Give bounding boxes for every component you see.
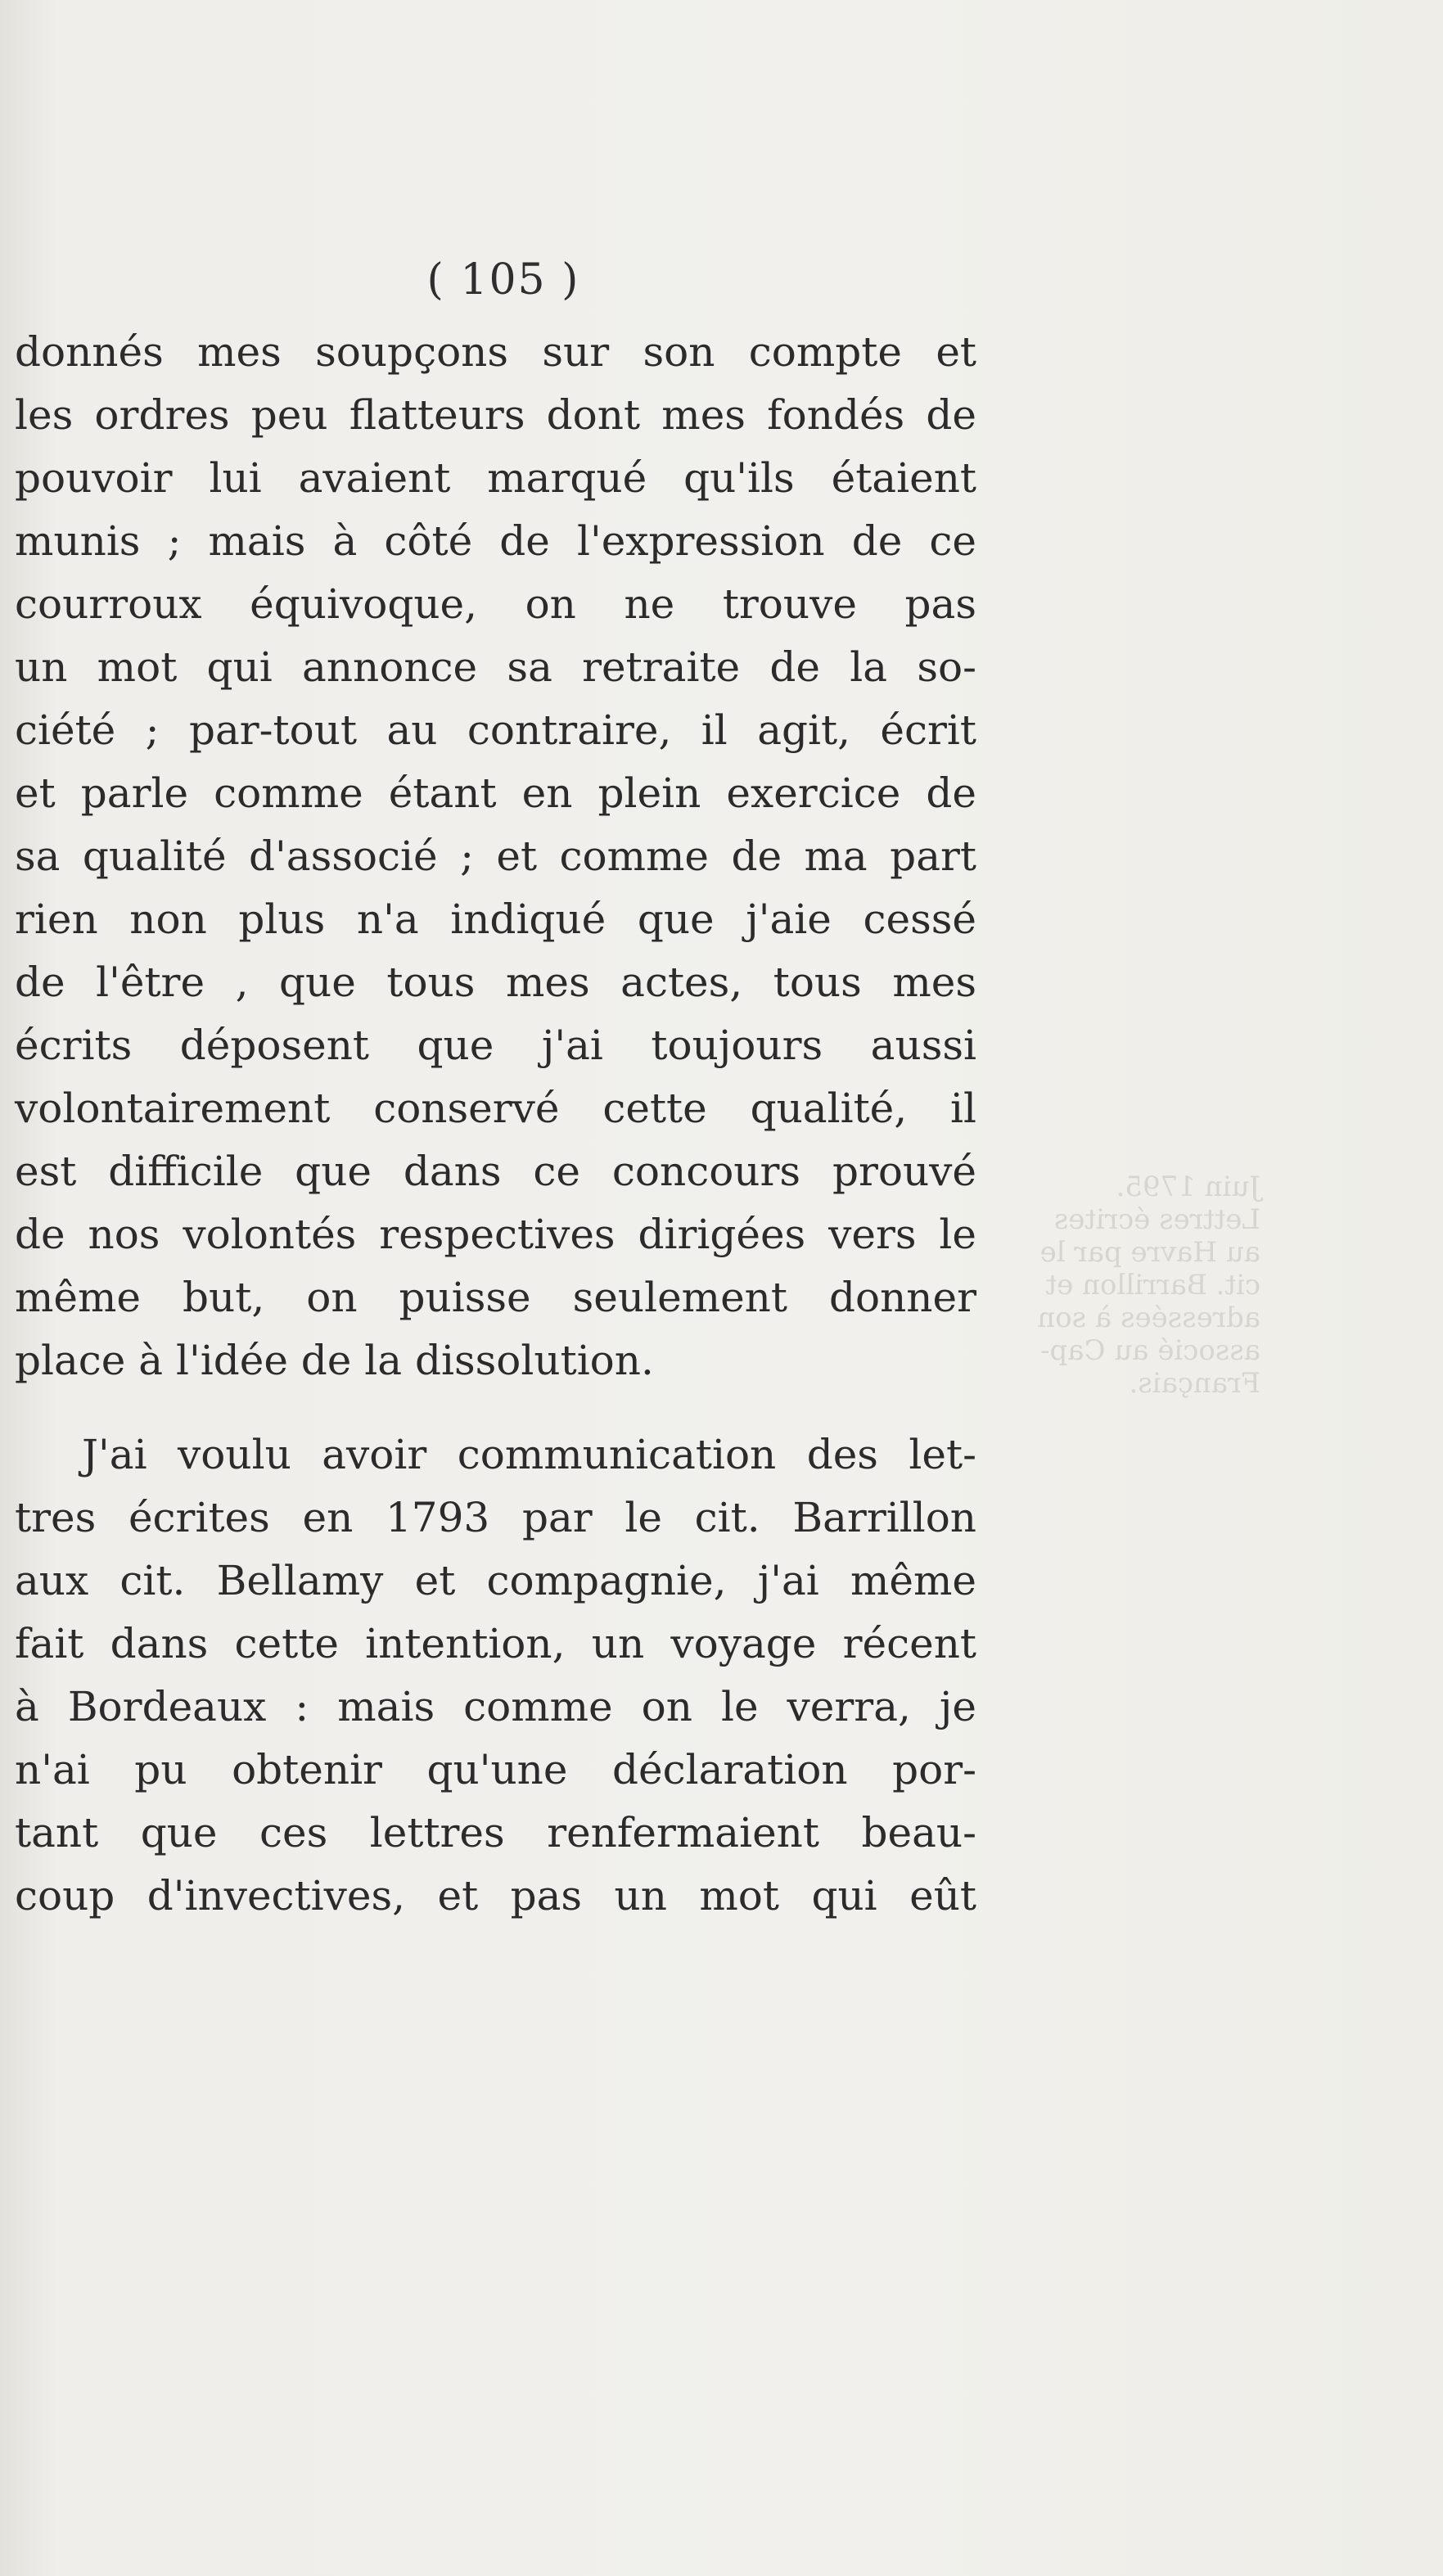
text-line: même but, on puisse seulement donner (15, 1274, 976, 1321)
page-number: ( 105 ) (426, 255, 580, 305)
text-line: n'ai pu obtenir qu'une déclaration por- (15, 1746, 976, 1793)
text-line: volontairement conservé cette qualité, il (15, 1085, 976, 1132)
text-line: écrits déposent que j'ai toujours aussi (15, 1022, 976, 1069)
text-line: munis ; mais à côté de l'expression de ce (15, 517, 976, 565)
text-line: les ordres peu flatteurs dont mes fondés de (15, 391, 976, 439)
bleed-through-line: Lettres écrites (1053, 1203, 1260, 1236)
text-line: à Bordeaux : mais comme on le verra, je (15, 1683, 976, 1730)
bleed-through-line: Français. (1129, 1367, 1260, 1400)
text-line: sa qualité d'associé ; et comme de ma part (15, 832, 976, 880)
text-line: courroux équivoque, on ne trouve pas (15, 580, 976, 628)
text-line: pouvoir lui avaient marqué qu'ils étaient (15, 454, 976, 502)
bleed-through-line: adressées à son (1037, 1302, 1260, 1334)
paragraph-1 (15, 321, 976, 1392)
text-line: rien non plus n'a indiqué que j'aie cessé (15, 896, 976, 943)
bleed-through-margin-note (1015, 1171, 1260, 1400)
bleed-through-line: associé au Cap- (1040, 1334, 1260, 1367)
text-line: tant que ces lettres renfermaient beau- (15, 1809, 976, 1856)
bleed-through-line: cit. Barrillon et (1045, 1269, 1260, 1302)
text-line: fait dans cette intention, un voyage récent (15, 1620, 976, 1667)
text-line: place à l'idée de la dissolution. (15, 1337, 654, 1384)
text-line: tres écrites en 1793 par le cit. Barrillon (15, 1494, 976, 1541)
bleed-through-line: Juin 1795. (1116, 1171, 1260, 1203)
text-line: de nos volontés respectives dirigées vers le (15, 1211, 976, 1258)
bleed-through-line: au Havre par le (1039, 1236, 1260, 1269)
paragraph-gap (15, 1392, 976, 1423)
text-line: donnés mes soupçons sur son compte et (15, 328, 976, 376)
text-line: de l'être , que tous mes actes, tous mes (15, 959, 976, 1006)
text-line: coup d'invectives, et pas un mot qui eût (15, 1872, 976, 1920)
text-line: est difficile que dans ce concours prouvé (15, 1148, 976, 1195)
text-line: J'ai voulu avoir communication des let- (82, 1431, 976, 1478)
body-text (15, 321, 976, 1928)
text-line: un mot qui annonce sa retraite de la so- (15, 643, 976, 691)
text-line: aux cit. Bellamy et compagnie, j'ai même (15, 1557, 976, 1604)
text-line: et parle comme étant en plein exercice de (15, 769, 976, 817)
text-line: ciété ; par-tout au contraire, il agit, écrit (15, 706, 976, 754)
paragraph-2 (15, 1423, 976, 1928)
